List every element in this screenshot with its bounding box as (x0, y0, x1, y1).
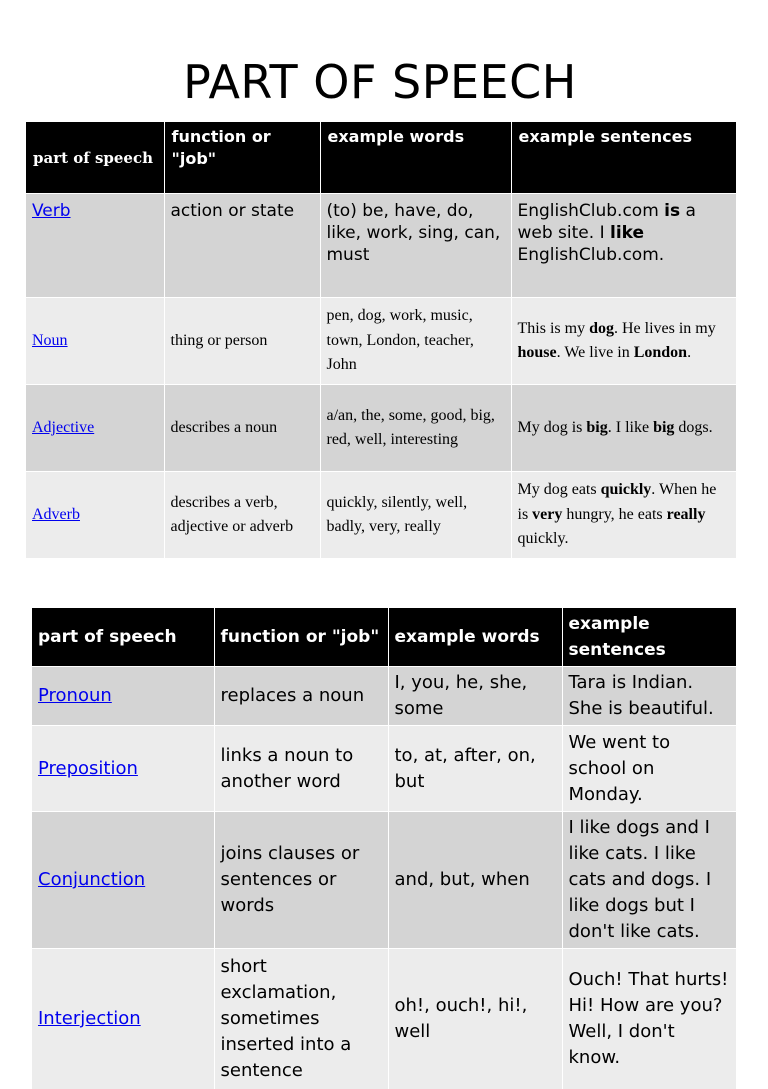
words-cell: oh!, ouch!, hi!, well (388, 949, 562, 1089)
function-cell: short exclamation, sometimes inserted into a sentence (214, 949, 388, 1089)
table-row (32, 812, 736, 949)
sentence-cell: EnglishClub.com is a web site. I like EnglishClub.com. (511, 194, 736, 298)
link-preposition[interactable]: Preposition (38, 757, 138, 779)
pos-cell (32, 812, 214, 949)
table-header-row (26, 122, 736, 194)
function-cell: links a noun to another word (214, 726, 388, 812)
pos-cell (32, 667, 214, 726)
table-row (26, 298, 736, 385)
pos-cell (26, 194, 164, 298)
link-noun[interactable]: Noun (32, 331, 68, 349)
sentence-cell: We went to school on Monday. (562, 726, 736, 812)
sentence-cell: I like dogs and I like cats. I like cats and dogs. I like dogs but I don't like cats. (562, 812, 736, 949)
link-pronoun[interactable]: Pronoun (38, 685, 112, 706)
link-interjection[interactable]: Interjection (38, 1007, 141, 1029)
sentence-cell: My dog is big. I like big dogs. (511, 385, 736, 472)
page-title: PART OF SPEECH (183, 55, 577, 109)
function-cell: action or state (164, 194, 320, 298)
table-row (32, 726, 736, 812)
parts-of-speech-table-1 (26, 122, 737, 558)
header-example-words: example words (320, 122, 511, 194)
parts-of-speech-table-2 (32, 608, 737, 1089)
words-cell: quickly, silently, well, badly, very, really (320, 472, 511, 559)
words-cell: and, but, when (388, 812, 562, 949)
words-cell: (to) be, have, do, like, work, sing, can, must (320, 194, 511, 298)
header-example-sentences: example sentences (562, 608, 736, 667)
pos-cell (26, 385, 164, 472)
function-cell: joins clauses or sentences or words (214, 812, 388, 949)
sentence-cell: Ouch! That hurts! Hi! How are you? Well, I don't know. (562, 949, 736, 1089)
pos-cell (26, 298, 164, 385)
sentence-cell: Tara is Indian. She is beautiful. (562, 667, 736, 726)
header-part-of-speech: part of speech (26, 122, 164, 194)
function-cell: thing or person (164, 298, 320, 385)
table-header-row (32, 608, 736, 667)
link-conjunction[interactable]: Conjunction (38, 869, 146, 890)
table-row (32, 949, 736, 1089)
header-example-words: example words (388, 608, 562, 667)
sentence-cell: This is my dog. He lives in my house. We live in London. (511, 298, 736, 385)
words-cell: to, at, after, on, but (388, 726, 562, 812)
pos-cell (32, 726, 214, 812)
header-function: function or "job" (164, 122, 320, 194)
link-adjective[interactable]: Adjective (32, 418, 95, 436)
header-part-of-speech: part of speech (32, 608, 214, 667)
function-cell: replaces a noun (214, 667, 388, 726)
link-adverb[interactable]: Adverb (32, 505, 80, 523)
header-example-sentences: example sentences (511, 122, 736, 194)
table-row (26, 194, 736, 298)
words-cell: I, you, he, she, some (388, 667, 562, 726)
table-row (26, 385, 736, 472)
sentence-cell: My dog eats quickly. When he is very hungry, he eats really quickly. (511, 472, 736, 559)
header-function: function or "job" (214, 608, 388, 667)
table-row (26, 472, 736, 559)
function-cell: describes a noun (164, 385, 320, 472)
words-cell: a/an, the, some, good, big, red, well, interesting (320, 385, 511, 472)
link-verb[interactable]: Verb (32, 201, 71, 221)
function-cell: describes a verb, adjective or adverb (164, 472, 320, 559)
words-cell: pen, dog, work, music, town, London, teacher, John (320, 298, 511, 385)
pos-cell (26, 472, 164, 559)
pos-cell (32, 949, 214, 1089)
table-row (32, 667, 736, 726)
